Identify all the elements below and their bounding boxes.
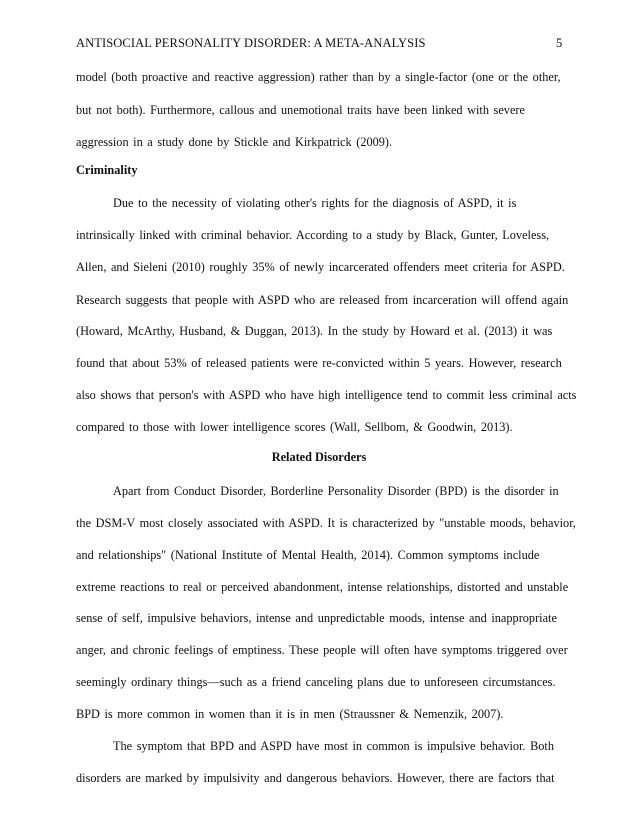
text-line: also shows that person's with ASPD who have high intelligence tend to commit less criminal acts: [76, 388, 577, 402]
text-line: found that about 53% of released patients were re-convicted within 5 years. However, research: [76, 356, 562, 370]
text-line: and relationships" (National Institute of Mental Health, 2014). Common symptoms include: [76, 548, 540, 562]
text-line: the DSM-V most closely associated with ASPD. It is characterized by "unstable moods, behavior,: [76, 516, 576, 530]
running-head: ANTISOCIAL PERSONALITY DISORDER: A META-ANALYSIS: [76, 36, 426, 50]
text-line: (Howard, McArthy, Husband, & Duggan, 2013). In the study by Howard et al. (2013) it was: [76, 324, 553, 338]
section-heading-related-disorders: Related Disorders: [271, 450, 367, 464]
page-number: 5: [556, 36, 563, 50]
text-line: extreme reactions to real or perceived abandonment, intense relationships, distorted and unstable: [76, 580, 569, 594]
text-line: Due to the necessity of violating other's rights for the diagnosis of ASPD, it is: [113, 196, 517, 210]
text-line: BPD is more common in women than it is in men (Straussner & Nemenzik, 2007).: [76, 707, 504, 721]
text-line: Apart from Conduct Disorder, Borderline Personality Disorder (BPD) is the disorder in: [113, 484, 559, 498]
text-line: The symptom that BPD and ASPD have most in common is impulsive behavior. Both: [113, 739, 554, 753]
text-line: Allen, and Sieleni (2010) roughly 35% of newly incarcerated offenders meet criteria for ASPD.: [76, 260, 565, 274]
text-line: compared to those with lower intelligence scores (Wall, Sellbom, & Goodwin, 2013).: [76, 420, 513, 434]
text-line: seemingly ordinary things—such as a friend canceling plans due to unforeseen circumstances.: [76, 675, 556, 689]
text-line: disorders are marked by impulsivity and dangerous behaviors. However, there are factors that: [76, 771, 555, 785]
text-line: intrinsically linked with criminal behavior. According to a study by Black, Gunter, Loveless,: [76, 228, 550, 242]
text-line: sense of self, impulsive behaviors, intense and unpredictable moods, intense and inappropriate: [76, 611, 557, 625]
text-line: aggression in a study done by Stickle and Kirkpatrick (2009).: [76, 135, 393, 149]
text-line: Research suggests that people with ASPD who are released from incarceration will offend again: [76, 293, 569, 307]
section-heading-criminality: Criminality: [76, 163, 138, 177]
text-line: anger, and chronic feelings of emptiness. These people will often have symptoms triggered over: [76, 643, 568, 657]
text-line: model (both proactive and reactive aggression) rather than by a single-factor (one or the other,: [76, 70, 561, 84]
text-line: but not both). Furthermore, callous and unemotional traits have been linked with severe: [76, 103, 525, 117]
